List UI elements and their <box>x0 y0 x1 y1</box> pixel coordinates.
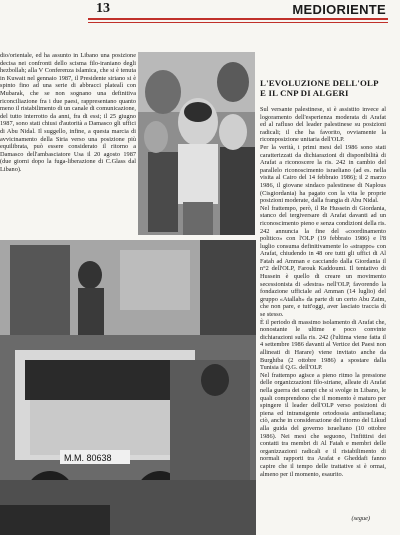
article-paragraph: Nel frattempo, però, il Re Hussein di Giordania, stanco del tergiversare di Arafat davanti ad un riconoscimento pieno e senza condizioni della ris. 242 annuncia la fine del «coordinamento politico» con l'OLP (19 febbraio 1986) e l'8 luglio consuma definitivamente lo «strappo» con Arafat, chiudendo in 48 ore tutti gli uffici di Al Fatah ad Amman e cacciando dalla Giordania il n°2 dell'OLP, Farouk Kaddoumi. Il tentativo di Hussein è quello di creare un movimento secessionista di «destra» nell'OLP, favorendo la fondazione ufficiale ad Amman (14 luglio) del gruppo «Atallah» da parte di un certo Abu Zaim, che non pare, e tutt'oggi, aver lasciato traccia di se stesso. <box>260 204 386 319</box>
page-number: 13 <box>96 1 110 16</box>
article-column <box>260 78 386 518</box>
left-text-column <box>0 52 136 242</box>
article-title-line-2: E IL CNP DI ALGERI <box>260 88 349 98</box>
article-paragraph: Sul versante palestinese, si è assistito invece al logoramento dell'esperienza moderata di Arafat ed al rafluso del leader palestinese su posizioni radicali; il che ha favorito, ovviamente la ricomposizione unitaria dell'OLP. <box>260 106 386 144</box>
article-title <box>260 78 386 98</box>
photo-military-jeep <box>0 240 256 535</box>
continued-marker: (segue) <box>351 515 370 522</box>
article-paragraph: Nel frattempo agisce a pieno ritmo la pressione delle organizzazioni filo-siriane, alleate di Arafat nella guerra dei campi che si svolge in Libano, le quali comprendono che il momento è maturo per spingere il leader dell'OLP verso posizioni di piena ed intransigente ortodossia antisraeliana; ciò, anche in considerazione del ritorno del Likud alla guida del governo israeliano (10 ottobre 1986). Nei mesi che seguono, l'infittirsi dei contatti tra membri di Al Fatah e membri delle organizzazioni radicali e il ristabilimento di normali rapporti tra Arafat e Gheddafi fanno capire che il tempo delle trattative si è ormai, almeno per il momento, esaurito. <box>260 371 386 478</box>
article-title-line-1: L'EVOLUZIONE DELL'OLP <box>260 78 379 88</box>
photo-child-crowd <box>138 52 255 235</box>
vehicle-plate: M.M. 80638 <box>64 453 112 463</box>
article-body <box>260 106 386 478</box>
section-title: MEDIORIENTE <box>292 2 386 17</box>
header-rule-thin <box>88 22 388 23</box>
article-paragraph: Per la verità, i primi mesi del 1986 sono stati caratterizzati da dichiarazioni di disponibilità di Arafat a riconoscere la ris. 242 in cambio del parallelo riconoscimento israeliano (ad es. nella visita al Cairo del 14 febbraio 1986); il 2 marzo 1986, il giovane sindaco palestinese di Naplous (Cisgiordania) ha pagato con la vita le proprie posizioni moderate, dalla frangia di Abu Nidal. <box>260 143 386 205</box>
article-paragraph: È il periodo di massimo isolamento di Arafat che, nonostante le ultime e poco convinte dichiarazioni sulla ris. 242 (l'ultima viene fatta il 4 settembre 1986 davanti al Vertice dei Paesi non allineati di Harare) viene invitato anche da Burghiba (2 ottobre 1986) a spostare dalla Tunisia il Q.G. dell'OLP. <box>260 318 386 372</box>
header-rule <box>88 18 388 20</box>
left-paragraph: dio/orientale, ed ha assunto in Libano una posizione decisa nei confronti dello scisma filo-iraniano degli hezbollah; alla V Conferenza islamica, che si è tenuta in Kuwait nel gennaio 1987, il Presidente siriano si è spinto fino ad una serie di abbracci platealì con Mubarak, che se non sognano una definitiva riconciliazione fra i due paesi, rappresentano quanto meno il ristabilimento di un canale di comunicazione, del tutto interrotto da anni, fra di essi; il 25 giugno 1987, sono stati chiusi d'autorità a Damasco gli uffici di Abu Nidal. Il suggello, infine, a questa marcia di avvicinamento della Siria verso una posizione più equilibrata, può essere considerato il ritorno a Damasco dell'ambasciatore Usa il 20 agosto 1987 (due giorni dopo la fuga-liberazione di C.Glass dal Libano). <box>0 52 136 173</box>
